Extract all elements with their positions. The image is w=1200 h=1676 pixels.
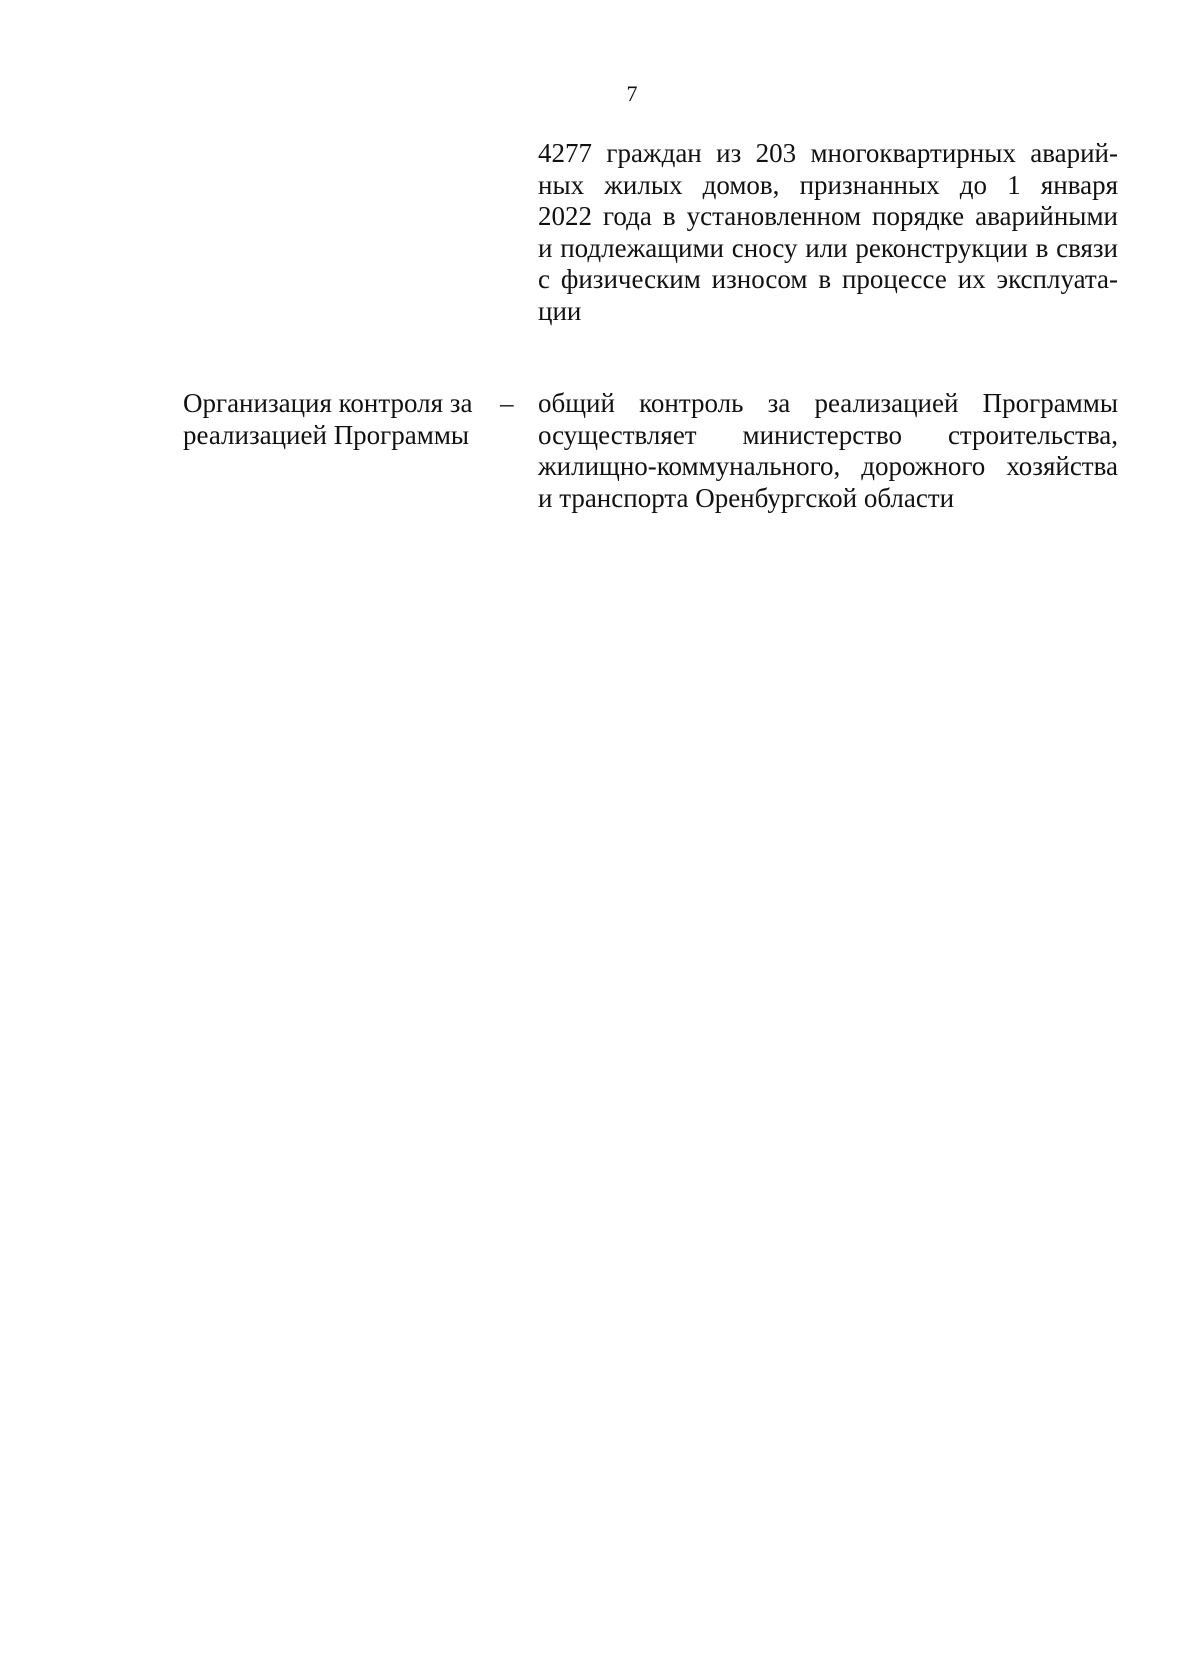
row-value-line: и транспорта Оренбургской области bbox=[538, 482, 955, 513]
row-label bbox=[183, 388, 483, 451]
row-value bbox=[538, 388, 1118, 514]
continuation-line: 2022 года в установленном порядке аварийными bbox=[538, 201, 1118, 231]
page-number: 7 bbox=[626, 81, 638, 106]
continuation-line: и подлежащими сносу или реконструкции в связи bbox=[538, 232, 1118, 263]
continuation-line: 4277 граждан из 203 многоквартирных аварий- bbox=[538, 138, 1118, 168]
continuation-line: ции bbox=[538, 295, 582, 326]
continuation-line: с физическим износом в процессе их эксплуата- bbox=[538, 264, 1118, 294]
continuation-line: ных жилых домов, признанных до 1 января bbox=[538, 169, 1118, 200]
row-label-line: Организация контроля за bbox=[183, 388, 473, 418]
continuation-paragraph bbox=[538, 138, 1118, 327]
row-value-line: жилищно-коммунального, дорожного хозяйства bbox=[538, 451, 1118, 481]
row-label-line: реализацией Программы bbox=[183, 419, 470, 450]
row-value-line: общий контроль за реализацией Программы bbox=[538, 388, 1118, 418]
row-dash: – bbox=[500, 388, 514, 418]
row-value-line: осуществляет министерство строительства, bbox=[538, 419, 1118, 450]
